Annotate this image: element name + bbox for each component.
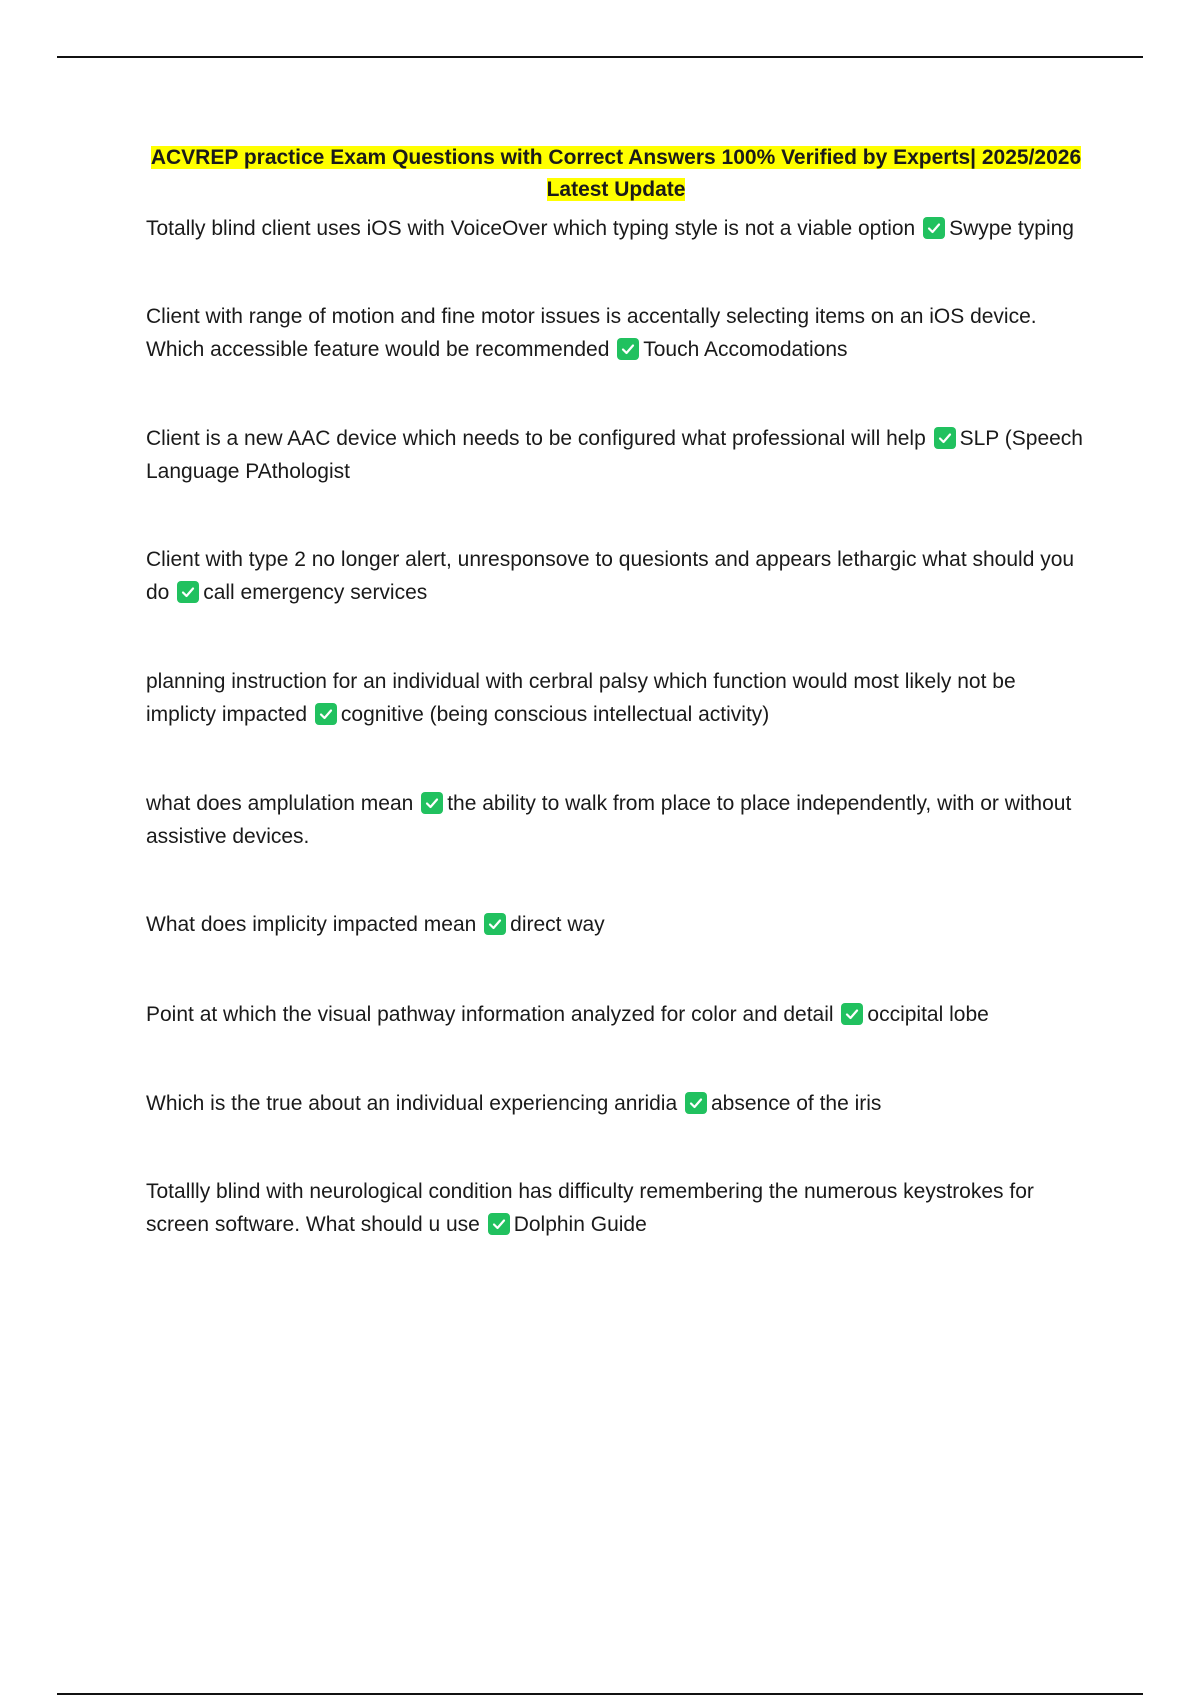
question-text: What does implicity impacted mean [146, 913, 477, 936]
question-text: what does amplulation mean [146, 792, 414, 815]
qa-item [146, 1175, 1086, 1241]
check-mark-icon [617, 338, 639, 360]
question-text: Totallly blind with neurological condition has difficulty remembering the numerous keystrokes for screen software. What should u use [146, 1180, 1034, 1236]
question-text: planning instruction for an individual with cerbral palsy which function would most likely not be implicty impacted [146, 670, 1016, 726]
document-body [146, 142, 1086, 1241]
question-text: Client is a new AAC device which needs to be configured what professional will help [146, 427, 926, 450]
question-text: Client with range of motion and fine motor issues is accentally selecting items on an iOS device. Which accessible feature would be recommended [146, 305, 1037, 361]
question-text: Point at which the visual pathway information analyzed for color and detail [146, 1003, 834, 1026]
answer-text: direct way [510, 913, 605, 936]
qa-item [146, 998, 1086, 1031]
answer-text: the ability to walk from place to place independently, with or without assistive devices. [146, 792, 1072, 848]
document-title [146, 142, 1086, 206]
answer-text: cognitive (being conscious intellectual activity) [340, 703, 770, 726]
answer-text: call emergency services [203, 581, 428, 604]
check-mark-icon [315, 703, 337, 725]
document-title-text: ACVREP practice Exam Questions with Correct Answers 100% Verified by Experts| 2025/2026 Latest Update [150, 146, 1082, 201]
qa-item [146, 1087, 1086, 1120]
question-text: Which is the true about an individual experiencing anridia [146, 1092, 678, 1115]
check-mark-icon [923, 217, 945, 239]
check-mark-icon [934, 427, 956, 449]
qa-list [146, 212, 1086, 1241]
answer-text: Swype typing [949, 217, 1074, 240]
question-text: Totally blind client uses iOS with VoiceOver which typing style is not a viable option [146, 217, 916, 240]
question-text: Client with type 2 no longer alert, unresponsove to quesionts and appears lethargic what should you do [146, 548, 1075, 604]
qa-item [146, 212, 1086, 245]
qa-item [146, 665, 1086, 731]
check-mark-icon [685, 1092, 707, 1114]
qa-item [146, 543, 1086, 609]
check-mark-icon [484, 913, 506, 935]
check-mark-icon [421, 792, 443, 814]
answer-text: SLP (Speech Language PAthologist [146, 427, 1083, 483]
bottom-rule [57, 1693, 1143, 1695]
qa-item [146, 787, 1086, 853]
qa-item [146, 908, 1086, 941]
answer-text: Dolphin Guide [513, 1213, 647, 1236]
top-rule [57, 56, 1143, 58]
check-mark-icon [177, 581, 199, 603]
qa-item [146, 422, 1086, 488]
qa-item [146, 300, 1086, 366]
answer-text: Touch Accomodations [643, 338, 848, 361]
answer-text: absence of the iris [711, 1092, 882, 1115]
answer-text: occipital lobe [867, 1003, 989, 1026]
check-mark-icon [488, 1213, 510, 1235]
check-mark-icon [841, 1003, 863, 1025]
